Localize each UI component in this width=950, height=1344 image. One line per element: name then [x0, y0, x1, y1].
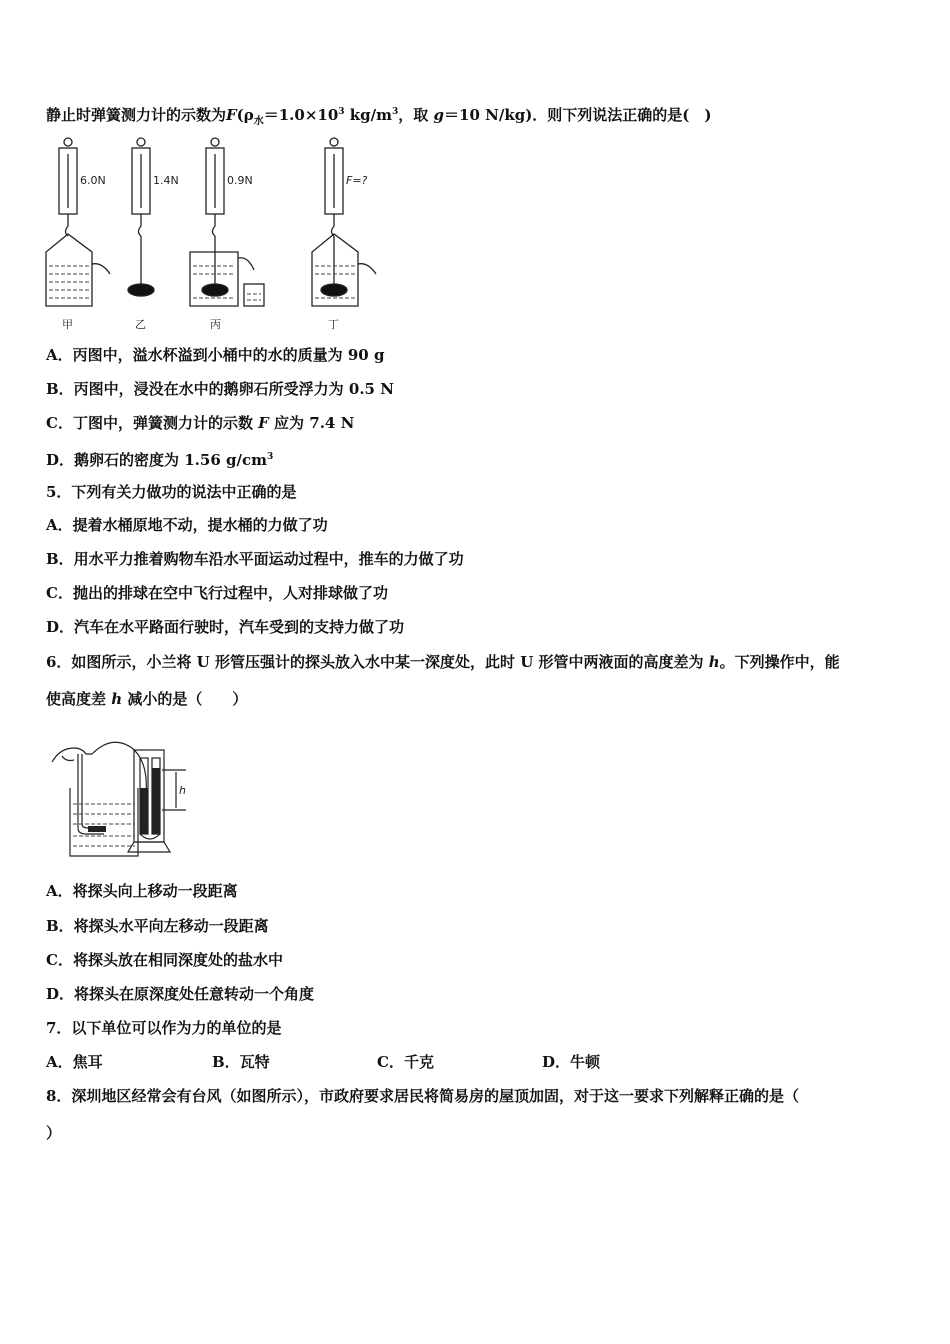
q6-option-d[interactable]: D．将探头在原深度处任意转动一个角度	[46, 985, 315, 1003]
height-label: h	[179, 784, 186, 797]
scale-jia	[46, 138, 110, 306]
scale-ding	[312, 138, 376, 306]
reading-jia: 6.0N	[80, 174, 106, 187]
scale-bing	[190, 138, 264, 306]
caption-jia: 甲	[62, 318, 73, 331]
q5-option-d[interactable]: D．汽车在水平路面行驶时，汽车受到的支持力做了功	[46, 618, 405, 636]
q6-option-b[interactable]: B．将探头水平向左移动一段距离	[46, 917, 269, 935]
q6-option-a[interactable]: A．将探头向上移动一段距离	[46, 882, 238, 900]
q4-stem: 静止时弹簧测力计的示数为$F(\rho_水=1.0\times 10^3$ $kg/m^3$，取 g＝10 N/kg)．则下列说法正确的是( )	[46, 106, 712, 127]
reading-yi: 1.4N	[153, 174, 179, 187]
q6-option-c[interactable]: C．将探头放在相同深度处的盐水中	[46, 951, 283, 969]
q7-option-c[interactable]: C．千克	[377, 1053, 434, 1071]
u-tube-figure	[48, 740, 198, 860]
caption-bing: 丙	[210, 318, 221, 331]
q8-stem-line2: ）	[46, 1124, 62, 1142]
q5-option-c[interactable]: C．抛出的排球在空中飞行过程中，人对排球做了功	[46, 584, 388, 602]
q8-stem-line1: 8．深圳地区经常会有台风（如图所示），市政府要求居民将简易房的屋顶加固，对于这一要求下列解释正确的是（	[46, 1087, 799, 1105]
q6-stem-line2: 使高度差 h 减小的是（ ）	[46, 690, 248, 708]
reading-bing: 0.9N	[227, 174, 253, 187]
q5-option-b[interactable]: B．用水平力推着购物车沿水平面运动过程中，推车的力做了功	[46, 550, 464, 568]
q7-option-b[interactable]: B．瓦特	[212, 1053, 270, 1071]
q4-option-a[interactable]: A．丙图中，溢水杯溢到小桶中的水的质量为 90 g	[46, 346, 385, 364]
q7-option-d[interactable]: D．牛顿	[542, 1053, 601, 1071]
q4-option-b[interactable]: B．丙图中，浸没在水中的鹅卵石所受浮力为 0.5 N	[46, 380, 394, 398]
q4-option-d[interactable]: D．鹅卵石的密度为 1.56 $g/cm^3$	[46, 451, 274, 469]
reading-ding: F=?	[346, 174, 368, 187]
q7-stem: 7．以下单位可以作为力的单位的是	[46, 1019, 282, 1037]
q5-option-a[interactable]: A．提着水桶原地不动，提水桶的力做了功	[46, 516, 328, 534]
q4-option-c[interactable]: C．丁图中，弹簧测力计的示数 F 应为 7.4 N	[46, 414, 355, 432]
caption-yi: 乙	[135, 318, 146, 331]
q7-option-a[interactable]: A．焦耳	[46, 1053, 103, 1071]
q5-stem: 5．下列有关力做功的说法中正确的是	[46, 483, 297, 501]
scale-yi	[128, 138, 154, 296]
caption-ding: 丁	[328, 318, 339, 331]
q6-stem-line1: 6．如图所示，小兰将 U 形管压强计的探头放入水中某一深度处，此时 U 形管中两液面的高度差为 h。下列操作中，能	[46, 653, 840, 671]
spring-scale-figure	[40, 134, 385, 334]
